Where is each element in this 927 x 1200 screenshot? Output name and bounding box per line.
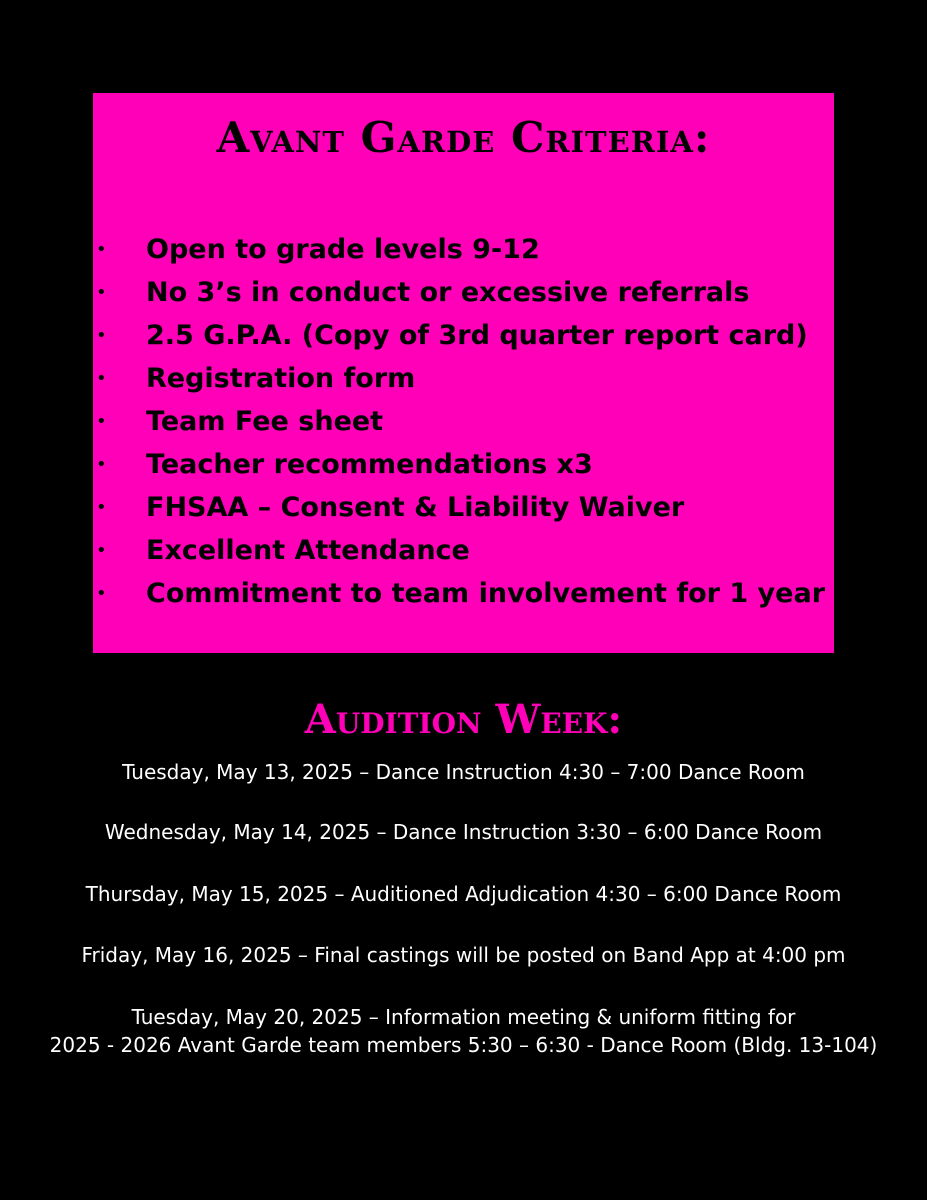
criteria-item-text: Commitment to team involvement for 1 year	[146, 578, 826, 609]
meeting-line-1: Tuesday, May 20, 2025 – Information meeting & uniform fitting for	[131, 1005, 796, 1029]
criteria-panel	[93, 93, 834, 653]
schedule-line: Friday, May 16, 2025 – Final castings will be posted on Band App at 4:00 pm	[81, 943, 846, 967]
bullet-icon: •	[96, 583, 107, 604]
bullet-icon: •	[96, 239, 107, 260]
schedule-line: Wednesday, May 14, 2025 – Dance Instruction 3:30 – 6:00 Dance Room	[104, 820, 823, 844]
meeting-info	[0, 1003, 927, 1059]
criteria-item-text: No 3’s in conduct or excessive referrals	[146, 277, 750, 308]
bullet-icon: •	[96, 282, 107, 303]
list-item	[93, 314, 834, 357]
schedule-line: Thursday, May 15, 2025 – Auditioned Adjudication 4:30 – 6:00 Dance Room	[85, 882, 842, 906]
criteria-list	[93, 228, 834, 615]
list-item	[93, 443, 834, 486]
criteria-item-text: Registration form	[146, 363, 416, 394]
list-item	[93, 486, 834, 529]
bullet-icon: •	[96, 368, 107, 389]
audition-week-title: Audition Week:	[304, 696, 623, 743]
list-item	[93, 529, 834, 572]
list-item	[93, 572, 834, 615]
list-item	[93, 228, 834, 271]
list-item	[93, 357, 834, 400]
criteria-item-text: Excellent Attendance	[146, 535, 470, 566]
list-item	[93, 271, 834, 314]
bullet-icon: •	[96, 411, 107, 432]
criteria-item-text: Team Fee sheet	[146, 406, 384, 437]
criteria-title: Avant Garde Criteria:	[216, 113, 711, 162]
bullet-icon: •	[96, 454, 107, 475]
meeting-line-2: 2025 - 2026 Avant Garde team members 5:30 – 6:30 - Dance Room (Bldg. 13-104)	[49, 1033, 878, 1057]
schedule-line: Tuesday, May 13, 2025 – Dance Instruction 4:30 – 7:00 Dance Room	[122, 760, 805, 784]
criteria-item-text: FHSAA – Consent & Liability Waiver	[146, 492, 685, 523]
bullet-icon: •	[96, 497, 107, 518]
list-item	[93, 400, 834, 443]
bullet-icon: •	[96, 325, 107, 346]
criteria-item-text: Teacher recommendations x3	[146, 449, 593, 480]
criteria-item-text: Open to grade levels 9-12	[146, 234, 540, 265]
bullet-icon: •	[96, 540, 107, 561]
criteria-item-text: 2.5 G.P.A. (Copy of 3rd quarter report card)	[146, 320, 808, 351]
